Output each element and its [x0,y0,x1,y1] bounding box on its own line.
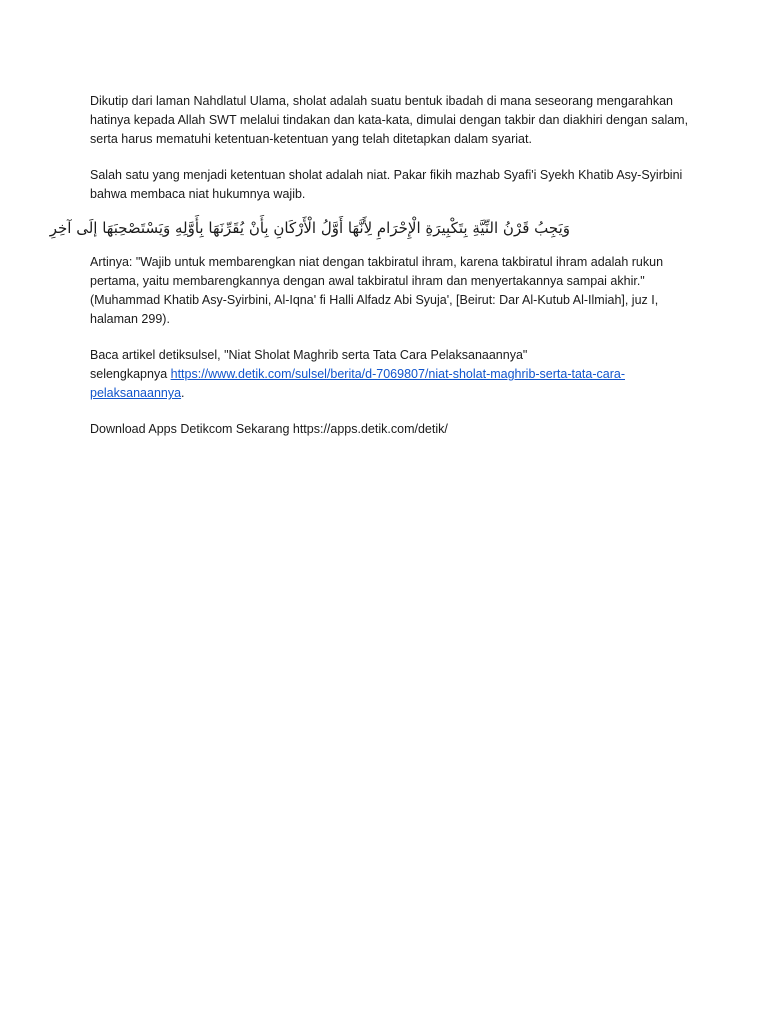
translation-paragraph: Artinya: "Wajib untuk membarengkan niat dengan takbiratul ihram, karena takbiratul ihram adalah rukun pertama, yaitu membarengkannya dengan awal takbiratul ihram dan menyertakannya sampai akhir." (Muhammad Khatib Asy-Syirbini, Al-Iqna' fi Halli Alfadz Abi Syuja', [Beirut: Dar Al-Kutub Al-Ilmiah], juz I, halaman 299). [90,255,664,326]
download-paragraph: Download Apps Detikcom Sekarang https://apps.detik.com/detik/ [90,422,448,436]
article-link[interactable]: https://www.detik.com/sulsel/berita/d-7069807/niat-sholat-maghrib-serta-tata-cara-pelaksanaannya [90,367,625,400]
read-more-intro: Baca artikel detiksulsel, "Niat Sholat Maghrib serta Tata Cara Pelaksanaannya" [90,348,528,362]
intro-paragraph: Dikutip dari laman Nahdlatul Ulama, sholat adalah suatu bentuk ibadah di mana seseorang mengarahkan hatinya kepada Allah SWT melalui tindakan dan kata-kata, dimulai dengan takbir dan diakhiri dengan salam, serta harus mematuhi ketentuan-ketentuan yang telah ditetapkan dalam syariat. [90,94,689,146]
read-more-suffix: . [181,386,185,400]
arabic-quote: وَيَجِبُ قَرْنُ النِّيَّةِ بِتَكْبِيرَةِ الْإِحْرَامِ لِأَنَّهَا أَوَّلُ الْأَرْكَانِ بِأَنْ يُقَرِّنَهَا بِأَوَّلِهِ وَيَسْتَصْحِبَهَا إلَى آخِرِ [49,219,570,237]
niat-paragraph: Salah satu yang menjadi ketentuan sholat adalah niat. Pakar fikih mazhab Syafi'i Syekh Khatib Asy-Syirbini bahwa membaca niat hukumnya wajib. [90,168,683,201]
document-page [49,92,690,456]
read-more-prefix: selengkapnya [90,367,171,381]
read-more-paragraph [90,346,690,403]
